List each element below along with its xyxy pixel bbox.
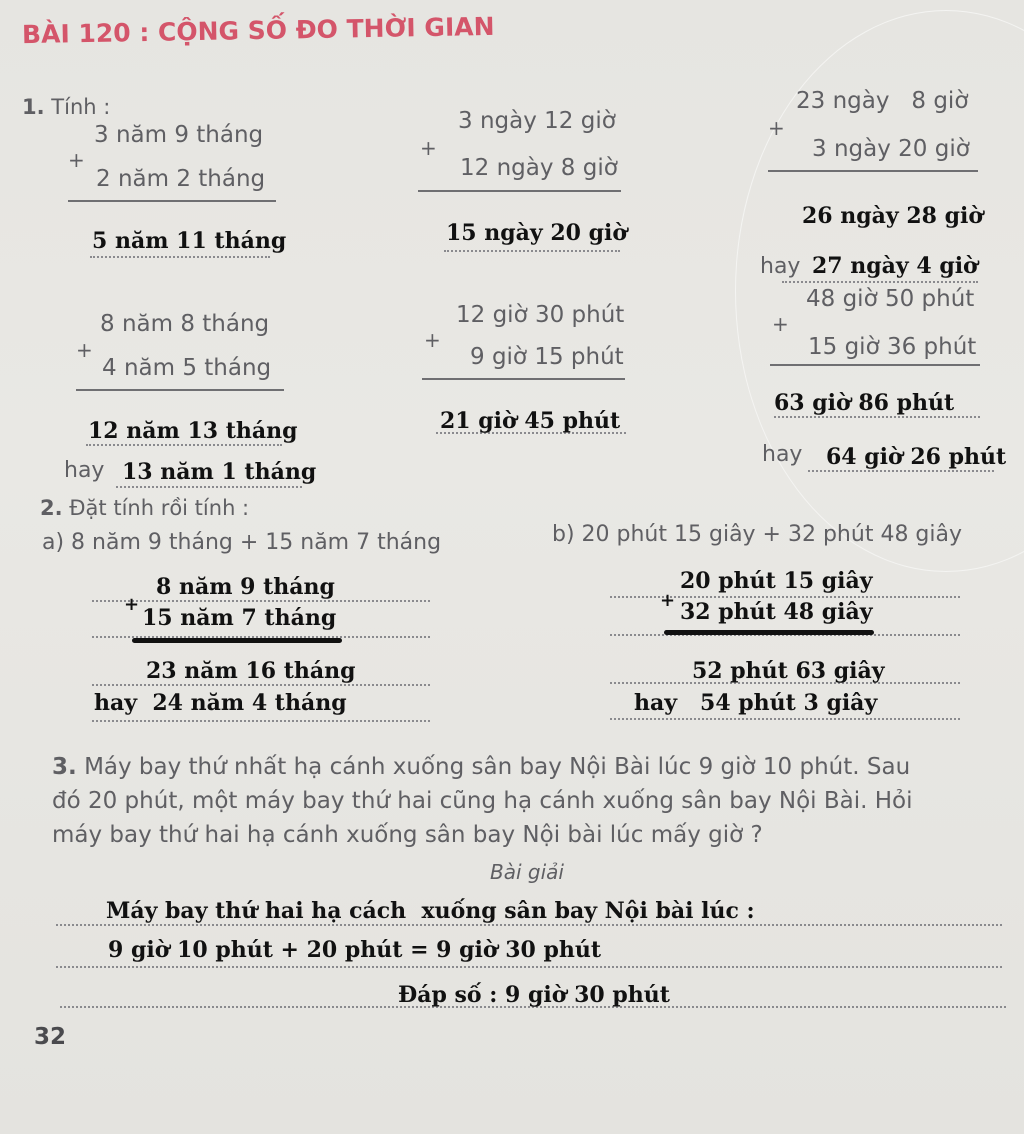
ex1-p4-plus: + xyxy=(76,338,93,362)
ex1-heading xyxy=(22,95,110,119)
ex2a-sum-line xyxy=(132,638,342,643)
ex1-p3-hay-label: hay xyxy=(760,254,801,279)
ex1-p2-sum-line xyxy=(418,190,621,192)
ex3-solution-line-2: 9 giờ 10 phút + 20 phút = 9 giờ 30 phút xyxy=(108,937,602,963)
ex3-solution-label: Bài giải xyxy=(490,860,564,884)
ex1-p3-answer: 26 ngày 28 giờ xyxy=(802,203,984,229)
ex1-p6-addend-1: 48 giờ 50 phút xyxy=(806,286,975,312)
ex2a-alt: hay 24 năm 4 tháng xyxy=(94,690,347,716)
ex1-p2-plus: + xyxy=(420,136,437,160)
ex2-number: 2. xyxy=(40,496,63,520)
ex1-p3-sum-line xyxy=(768,170,978,172)
ex1-p5-answer: 21 giờ 45 phút xyxy=(440,408,621,434)
ex1-heading-text: Tính : xyxy=(51,95,111,119)
ex1-p4-answer: 12 năm 13 tháng xyxy=(88,418,298,444)
ex1-p6-answer-dots xyxy=(774,416,980,418)
ex1-p1-addend-2: 2 năm 2 tháng xyxy=(96,166,266,192)
ex3-dots-1 xyxy=(56,924,1002,926)
ex2b-line-2: 32 phút 48 giây xyxy=(680,599,873,625)
ex2b-plus: + xyxy=(660,590,676,611)
ex3-solution-line-1: Máy bay thứ hai hạ cách xuống sân bay Nội bài lúc : xyxy=(106,898,755,924)
ex1-p3-addend-1: 23 ngày 8 giờ xyxy=(796,88,969,114)
ex1-p5-addend-2: 9 giờ 15 phút xyxy=(470,344,624,370)
ex2a-plus: + xyxy=(124,594,140,615)
ex3-question-line-1 xyxy=(52,754,910,780)
ex1-p4-hay-label: hay xyxy=(64,458,105,483)
ex2b-prompt: b) 20 phút 15 giây + 32 phút 48 giây xyxy=(552,522,963,547)
ex2a-dots-4 xyxy=(92,720,430,722)
ex1-p6-hay-label: hay xyxy=(762,442,803,467)
ex2a-line-1: 8 năm 9 tháng xyxy=(156,574,335,600)
ex1-p6-plus: + xyxy=(772,312,789,336)
ex1-p6-addend-2: 15 giờ 36 phút xyxy=(808,334,977,360)
ex1-p1-addend-1: 3 năm 9 tháng xyxy=(94,122,264,148)
ex2-heading xyxy=(40,496,249,520)
ex3-question-line-3: máy bay thứ hai hạ cánh xuống sân bay Nội bài lúc mấy giờ ? xyxy=(52,822,763,848)
ex3-question-line-2: đó 20 phút, một máy bay thứ hai cũng hạ cánh xuống sân bay Nội Bài. Hỏi xyxy=(52,788,913,814)
ex1-p5-sum-line xyxy=(422,378,625,380)
ex1-p5-plus: + xyxy=(424,328,441,352)
ex1-p1-sum-line xyxy=(68,200,276,202)
ex2a-dots-3 xyxy=(92,684,430,686)
ex2a-line-2: 15 năm 7 tháng xyxy=(142,605,337,631)
ex1-p1-plus: + xyxy=(68,148,85,172)
ex1-p4-sum-line xyxy=(76,389,284,391)
ex1-p2-answer-dots xyxy=(444,250,620,252)
ex1-p6-sum-line xyxy=(770,364,980,366)
ex2a-dots-1 xyxy=(92,600,430,602)
ex1-p2-addend-2: 12 ngày 8 giờ xyxy=(460,155,618,181)
ex1-p1-answer: 5 năm 11 tháng xyxy=(92,228,287,254)
ex3-final-answer: Đáp số : 9 giờ 30 phút xyxy=(398,982,670,1008)
ex2a-sum: 23 năm 16 tháng xyxy=(146,658,356,684)
ex2-heading-text: Đặt tính rồi tính : xyxy=(69,496,250,520)
ex1-number: 1. xyxy=(22,95,45,119)
ex2b-line-1: 20 phút 15 giây xyxy=(680,568,873,594)
ex2a-prompt: a) 8 năm 9 tháng + 15 năm 7 tháng xyxy=(42,530,442,555)
ex1-p4-alt-answer: 13 năm 1 tháng xyxy=(122,459,317,485)
ex1-p6-answer: 63 giờ 86 phút xyxy=(774,390,955,416)
ex3-number: 3. xyxy=(52,754,77,780)
ex1-p3-addend-2: 3 ngày 20 giờ xyxy=(812,136,970,162)
ex1-p2-answer: 15 ngày 20 giờ xyxy=(446,220,628,246)
ex1-p3-alt-answer: 27 ngày 4 giờ xyxy=(812,253,978,279)
ex1-p5-addend-1: 12 giờ 30 phút xyxy=(456,302,625,328)
ex1-p2-addend-1: 3 ngày 12 giờ xyxy=(458,108,616,134)
ex2b-dots-4 xyxy=(610,718,960,720)
ex1-p4-answer-dots xyxy=(86,444,282,446)
ex3-dots-2 xyxy=(56,966,1002,968)
ex2b-sum: 52 phút 63 giây xyxy=(692,658,885,684)
ex2b-alt: hay 54 phút 3 giây xyxy=(634,690,878,716)
ex1-p6-alt-dots xyxy=(808,470,994,472)
ex1-p6-alt-answer: 64 giờ 26 phút xyxy=(826,444,1007,470)
lesson-title: BÀI 120 : CỘNG SỐ ĐO THỜI GIAN xyxy=(21,11,495,50)
ex1-p4-addend-2: 4 năm 5 tháng xyxy=(102,355,272,381)
ex1-p1-answer-dots xyxy=(90,256,270,258)
ex1-p3-plus: + xyxy=(768,116,785,140)
ex1-p3-alt-dots xyxy=(782,281,978,283)
ex1-p4-addend-1: 8 năm 8 tháng xyxy=(100,311,270,337)
ex3-line-1-text: Máy bay thứ nhất hạ cánh xuống sân bay Nội Bài lúc 9 giờ 10 phút. Sau xyxy=(84,754,911,780)
ex1-p4-alt-dots xyxy=(116,486,302,488)
ex2b-sum-line xyxy=(664,630,874,635)
page-number: 32 xyxy=(34,1024,67,1050)
